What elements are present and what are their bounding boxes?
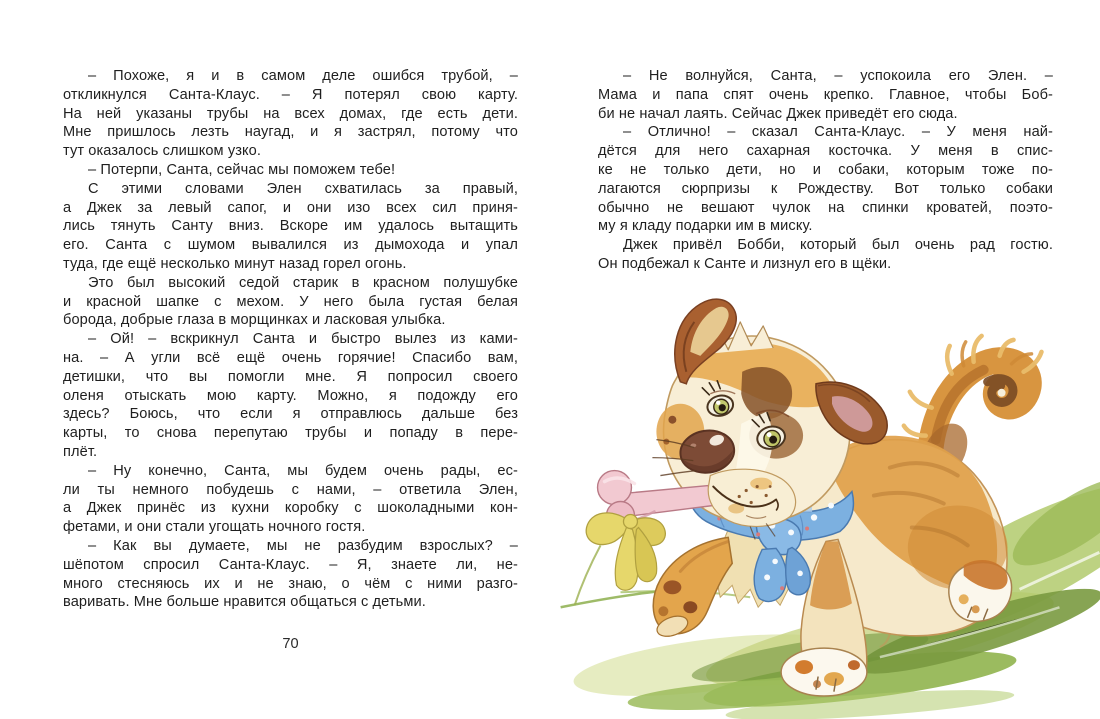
text-line: лагаются сюрпризы к Рождеству. Вот только собаки [598,180,1053,197]
text-line: а Джек принёс из кухни коробку с шоколадными кон- [63,500,518,517]
text-line: ке не только дети, но и собаки, которым тоже по- [598,161,1053,178]
text-line: Мне пришлось лезть наугад, и я застрял, потому что [63,124,518,141]
text-line: – Похоже, я и в самом деле ошибся трубой, – [88,68,518,84]
text-line: – Ой! – вскрикнул Санта и быстро вылез из ками- [88,331,518,348]
text-line: его. Санта с шумом вывалился из дымохода и упал [63,237,518,254]
text-line: дётся для него сахарная косточка. У меня в спис- [598,143,1053,160]
text-line: ли ты немного побудешь с нами, – ответила Элен, [63,481,518,498]
right-page-text [598,67,1053,274]
text-line: туда, где ещё несколько минут назад горел огонь. [63,255,407,272]
text-line: Мама и папа спят очень крепко. Главное, чтобы Боб- [598,86,1053,103]
left-page-text [63,67,518,612]
text-line: – Как вы думаете, мы не разбудим взрослых? – [88,537,518,554]
puppy-illustration [560,290,1100,719]
text-line: здесь? Боюсь, что если я отправлюсь дальше без [63,406,518,423]
text-line: борода, добрые глаза в морщинках и ласковая улыбка. [63,312,446,329]
text-line: – Ну конечно, Санта, мы будем очень рады, ес- [88,462,518,479]
text-line: Это был высокий седой старик в красном полушубке [88,274,518,291]
text-line: лись тянуть Санту вниз. Вскоре им удалось вытащить [63,218,518,235]
text-line: оленя отыскать мою карту. Можно, я подожду его [63,387,518,404]
text-line: фетами, и они стали угощать ночного гостя. [63,519,366,536]
text-line: а Джек за левый сапог, и они изо всех сил приня- [63,199,518,216]
text-line: На ней указаны трубы на всех домах, где есть дети. [63,105,518,122]
text-line: – Не волнуйся, Санта, – успокоила его Элен. – [623,68,1053,84]
text-line: Джек привёл Бобби, который был очень рад гостю. [623,237,1053,254]
text-line: откликнулся Санта-Клаус. – Я потерял свою карту. [63,86,518,103]
text-line: обычно не вешают чулок на спинки кроватей, поэто- [598,199,1053,216]
text-line: плёт. [63,443,98,460]
text-line: Он подбежал к Санте и лизнул его в щёки. [598,255,892,272]
text-line: шёпотом спросил Санта-Клаус. – Я, знаете ли, не- [63,556,518,573]
text-line: – Потерпи, Санта, сейчас мы поможем тебе! [88,161,396,178]
text-line: би не начал лаять. Сейчас Джек приведёт его сюда. [598,105,958,122]
text-line: му я кладу подарки им в миску. [598,218,813,235]
text-line: много стесняюсь их и не знаю, о чём с ними разго- [63,575,518,592]
front-paw [781,648,867,696]
text-line: карты, то снова перепутаю трубы и попаду в пере- [63,425,518,442]
text-line: – Отлично! – сказал Санта-Клаус. – У меня най- [623,124,1053,141]
page-number: 70 [282,636,299,652]
text-line: на. – А угли всё ещё очень горячие! Спасибо вам, [63,349,518,366]
text-line: тут оказалось слишком узко. [63,143,262,160]
text-line: детишки, что вы помогли мне. Я попросил своего [63,368,518,385]
text-line: и красной шапке с мехом. У него была густая белая [63,293,518,310]
text-line: варивать. Мне больше нравится общаться с детьми. [63,594,426,611]
text-line: С этими словами Элен схватилась за правый, [88,180,518,197]
